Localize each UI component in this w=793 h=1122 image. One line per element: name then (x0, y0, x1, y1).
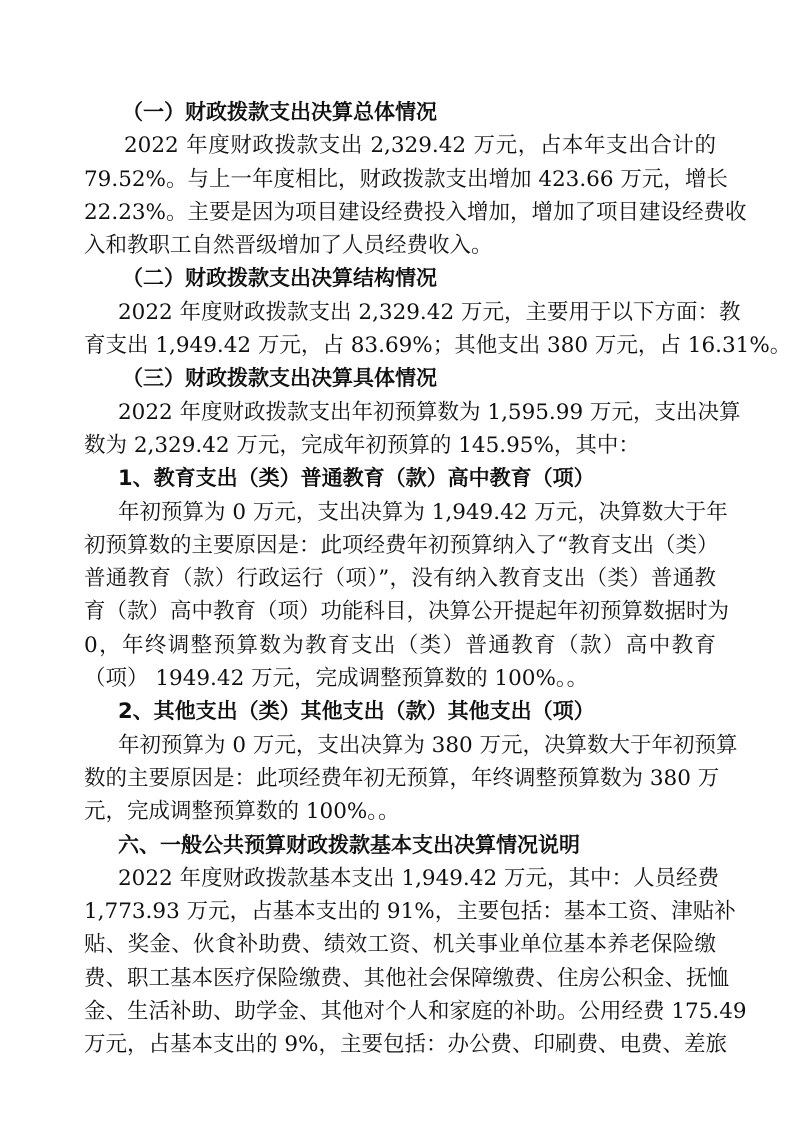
paragraph-line: 2022 年度财政拨款支出 2,329.42 万元，主要用于以下方面：教 (118, 299, 741, 325)
paragraph-line: 数为 2,329.42 万元，完成年初预算的 145.95%，其中： (84, 432, 640, 458)
section-heading (84, 362, 716, 395)
paragraph-line: 2022 年度财政拨款基本支出 1,949.42 万元，其中：人员经费 (118, 865, 719, 891)
section-heading (84, 695, 716, 728)
paragraph-line: 普通教育（款）行政运行（项）”，没有纳入教育支出（类）普通教 (84, 566, 716, 592)
paragraph-line: 22.23%。主要是因为项目建设经费投入增加，增加了项目建设经费收 (84, 199, 747, 225)
paragraph-line: 2022 年度财政拨款支出年初预算数为 1,595.99 万元，支出决算 (118, 399, 741, 425)
paragraph (84, 496, 730, 696)
paragraph (84, 862, 747, 1062)
paragraph (84, 296, 792, 363)
section-heading (84, 96, 716, 129)
paragraph-line: 79.52%。与上一年度相比，财政拨款支出增加 423.66 万元，增长 (84, 166, 728, 192)
heading-text: 2、其他支出（类）其他支出（款）其他支出（项） (118, 699, 595, 724)
paragraph-line: 入和教职工自然晋级增加了人员经费收入。 (84, 233, 493, 259)
paragraph-line: 费、职工基本医疗保险缴费、其他社会保障缴费、住房公积金、抚恤 (84, 965, 730, 991)
paragraph-line: 1,773.93 万元，占基本支出的 91%，主要包括：基本工资、津贴补 (84, 899, 736, 925)
paragraph-line: 0，年终调整预算数为教育支出（类）普通教育（款）高中教育 (84, 632, 716, 658)
paragraph-line: 金、生活补助、助学金、其他对个人和家庭的补助。公用经费 175.49 (84, 999, 747, 1025)
heading-text: （三）财政拨款支出决算具体情况 (122, 366, 437, 391)
paragraph-line: 年初预算为 0 万元，支出决算为 1,949.42 万元，决算数大于年 (118, 499, 728, 525)
section-heading (84, 262, 716, 295)
paragraph-line: 育支出 1,949.42 万元，占 83.69%；其他支出 380 万元，占 16.31%。 (84, 333, 792, 359)
paragraph-line: 贴、奖金、伙食补助费、绩效工资、机关事业单位基本养老保险缴 (84, 932, 716, 958)
paragraph-line: 2022 年度财政拨款支出 2,329.42 万元，占本年支出合计的 (124, 133, 716, 159)
paragraph-line: 初预算数的主要原因是：此项经费年初预算纳入了“教育支出（类） (84, 532, 719, 558)
heading-text: 1、教育支出（类）普通教育（款）高中教育（项） (118, 466, 595, 491)
paragraph-line: 年初预算为 0 万元，支出决算为 380 万元，决算数大于年初预算 (118, 732, 738, 758)
heading-text: （一）财政拨款支出决算总体情况 (122, 100, 437, 124)
paragraph (84, 396, 741, 463)
paragraph-line: 万元，占基本支出的 9%，主要包括：办公费、印刷费、电费、差旅 (84, 1032, 727, 1058)
section-heading (84, 462, 716, 495)
section-heading (84, 829, 716, 862)
paragraph (84, 729, 738, 829)
heading-text: 六、一般公共预算财政拨款基本支出决算情况说明 (118, 832, 580, 857)
paragraph-line: 数的主要原因是：此项经费年初无预算，年终调整预算数为 380 万 (84, 765, 720, 791)
heading-text: （二）财政拨款支出决算结构情况 (122, 266, 437, 291)
paragraph-line: （项） 1949.42 万元，完成调整预算数的 100%。。 (84, 666, 589, 692)
paragraph (84, 129, 747, 262)
paragraph-line: 元，完成调整预算数的 100%。。 (84, 799, 400, 825)
paragraph-line: 育（款）高中教育（项）功能科目，决算公开提起年初预算数据时为 (84, 599, 730, 625)
document-page (84, 96, 792, 1062)
